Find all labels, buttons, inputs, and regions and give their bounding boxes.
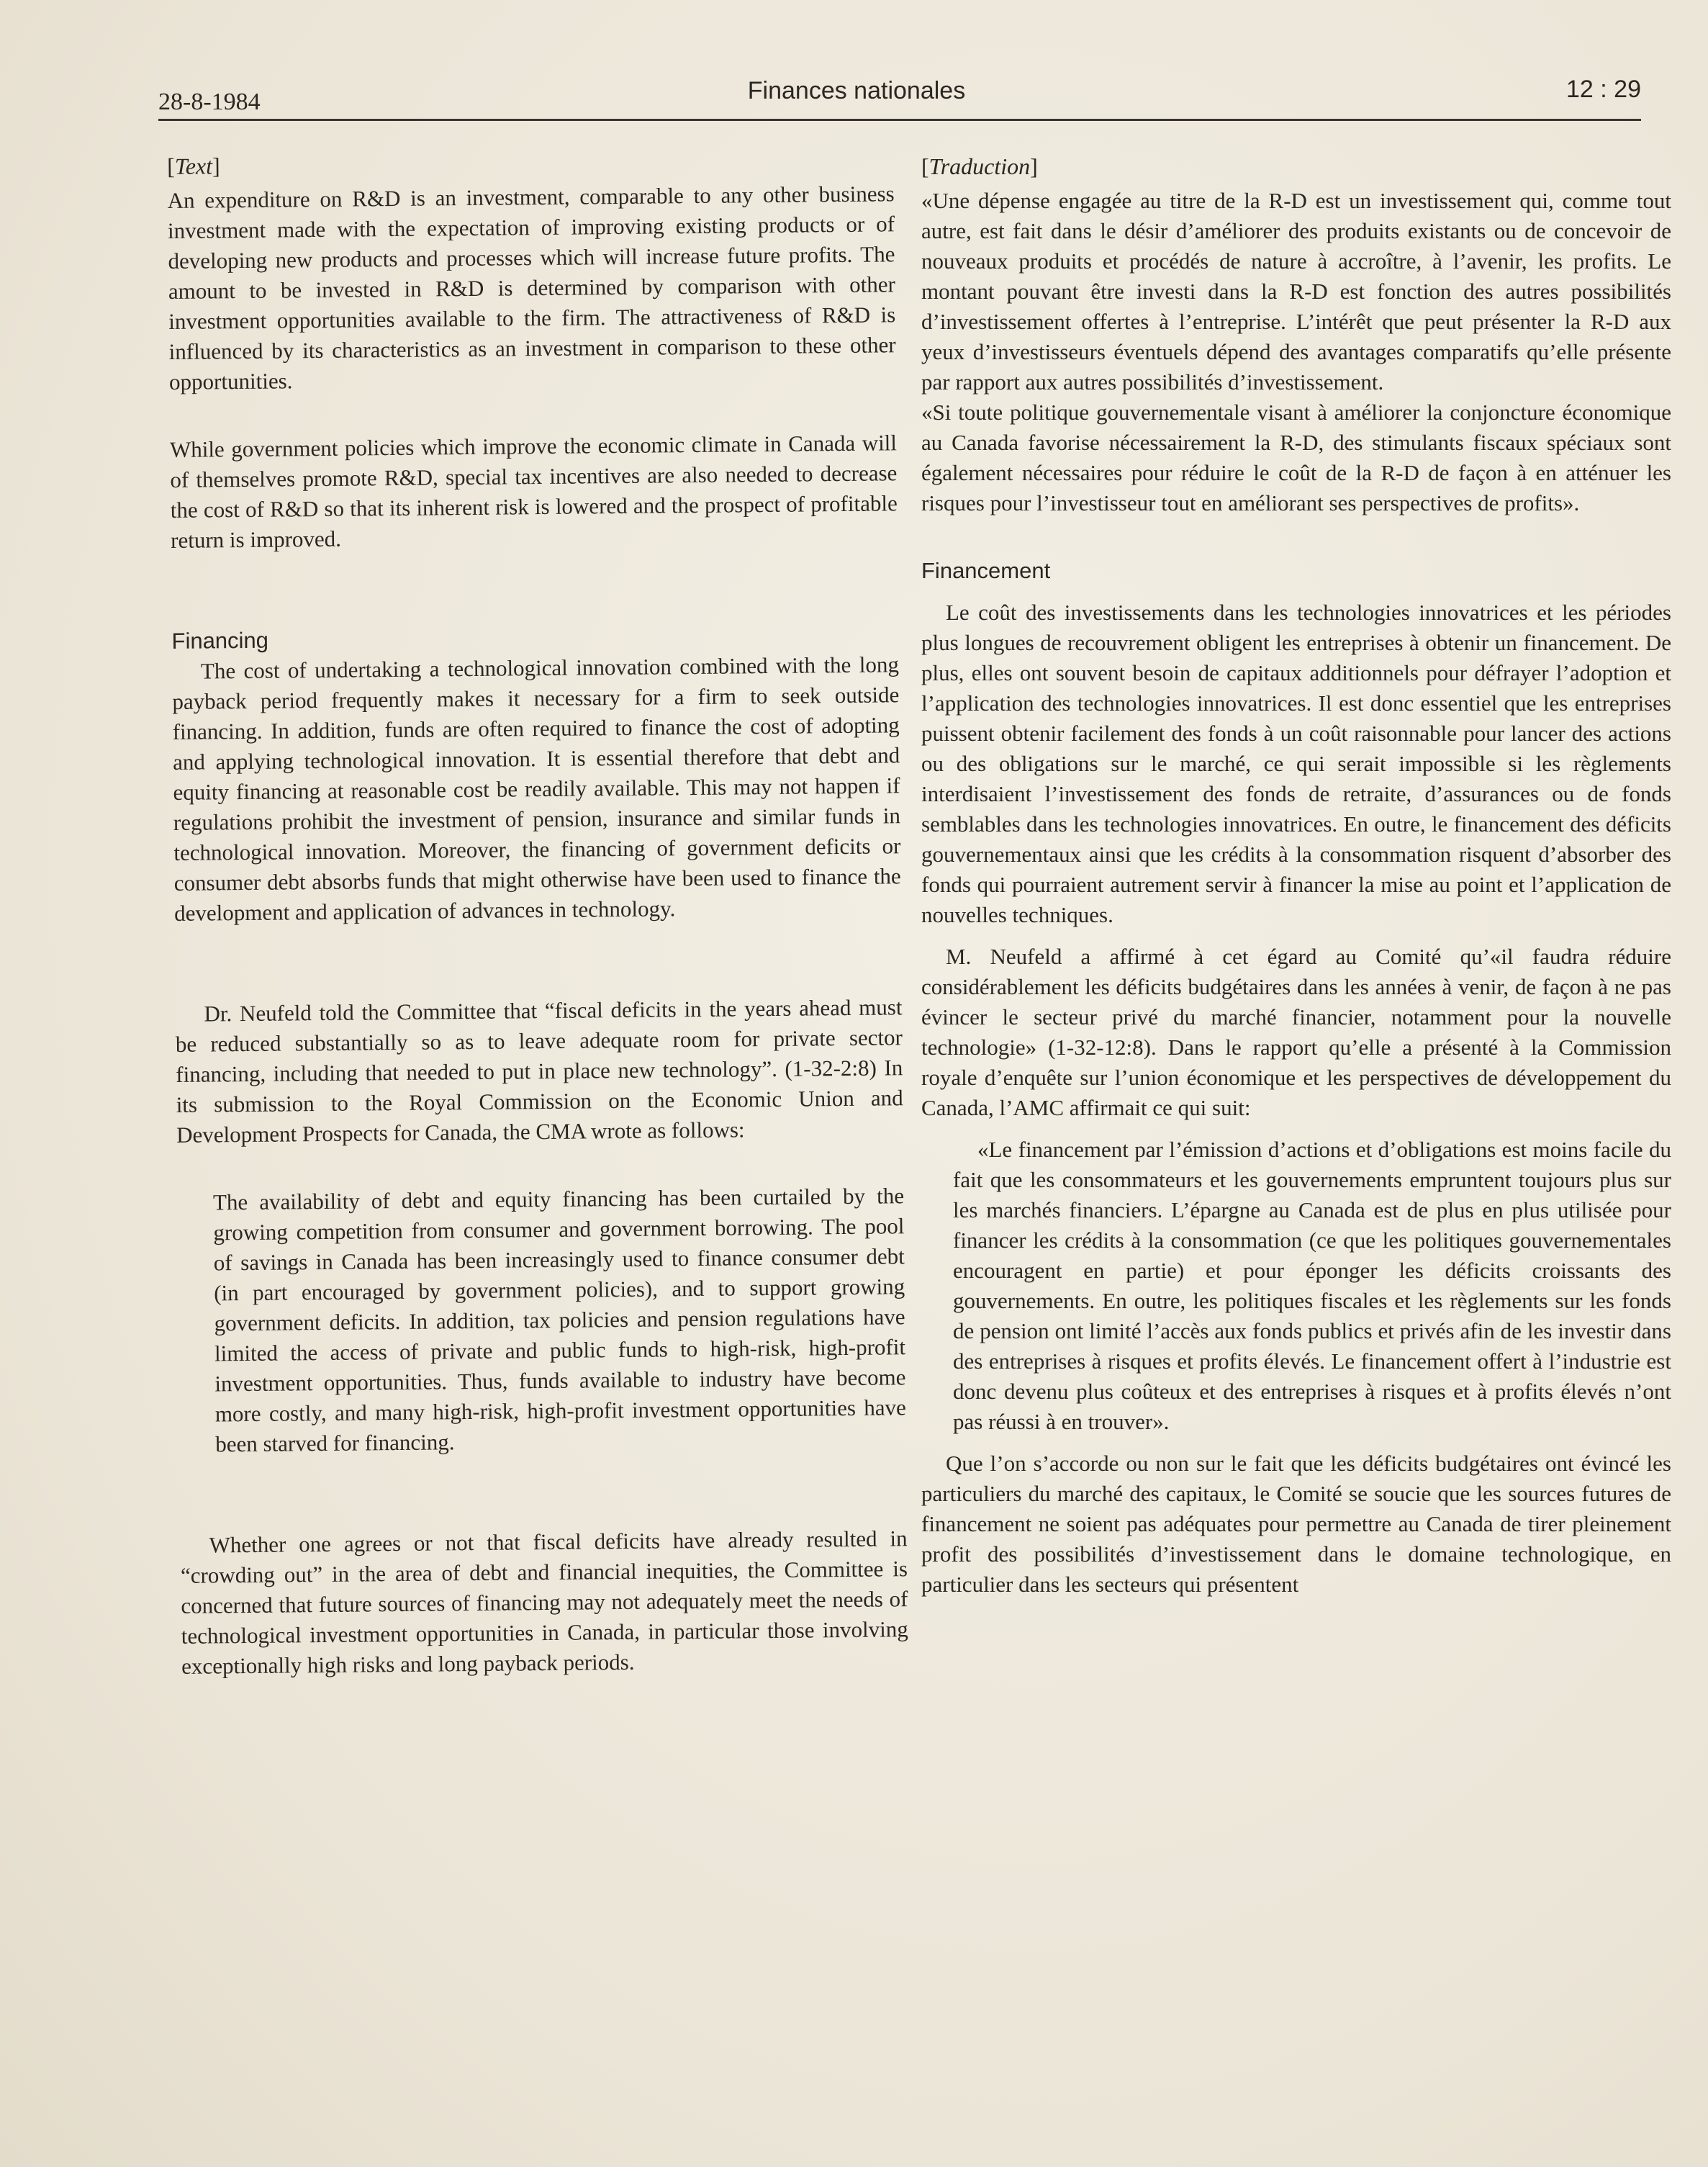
french-heading-financement: Financement [921, 558, 1051, 583]
header-date: 28-8-1984 [158, 89, 261, 115]
french-paragraph-5: Que l’on s’accorde ou non sur le fait que les déficits budgétaires ont évincé les particuliers du marché des capitaux, le Comité se soucie que les sources futures de financement ne soient pas adéquates pour permettre au Canada de tirer pleinement profit des possibilités d’investissement dans le domaine technologique, en particulier dans les secteurs qui présentent [921, 1451, 1671, 1597]
english-paragraph-3: The cost of undertaking a technological innovation combined with the long payback period frequently makes it necessary for a firm to seek outside financing. In addition, funds are often required to finance the cost of adopting and applying technological innovation. It is essential therefore that debt and equity financing at reasonable cost be readily available. This may not happen if regulations prohibit the investment of pension, insurance and similar funds in technological innovation. Moreover, the financing of government deficits or consumer debt absorbs funds that might otherwise have been used to finance the development and application of advances in technology. [172, 652, 901, 926]
french-column [921, 151, 1671, 1600]
french-quote: «Le financement par l’émission d’actions et d’obligations est moins facile du fait que les consommateurs et les gouvernements empruntent toujours plus sur les marchés financiers. L’épargne au Canada est de plus en plus utilisée pour financer les crédits à la consommation (ce que les politiques gouvernementales encouragent en partie) et pour éponger les déficits croissants des gouvernements. En outre, les politiques fiscales et les règlements sur les fonds de pension ont limité l’accès aux fonds publics et privés afin de les investir dans des entreprises à risques et profits élevés. Le financement offert à l’industrie est donc devenu plus coûteux et des entreprises à risques et à profits élevés n’ont pas réussi à en trouver». [953, 1137, 1671, 1434]
english-paragraph-1: An expenditure on R&D is an investment, comparable to any other business investment made with the expectation of improving existing products or of developing new products and processes which will increase future profits. The amount to be invested in R&D is determined by comparison with other investment opportunities available to the firm. The attractiveness of R&D is influenced by its characteristics as an investment in comparison to these other opportunities. [167, 181, 896, 395]
french-paragraph-4: M. Neufeld a affirmé à cet égard au Comité qu’«il faudra réduire considérablement les déficits budgétaires dans les années à venir, de façon à ne pas évincer le secteur privé du marché financier, notamment pour la nouvelle technologie» (1-32-12:8). Dans le rapport qu’elle a présenté à la Commission royale d’enquête sur l’union économique et les perspectives de développement du Canada, l’AMC affirmait ce qui suit: [921, 944, 1671, 1120]
english-paragraph-5: Whether one agrees or not that fiscal deficits have already resulted in “crowding out” in the area of debt and financial inequities, the Committee is concerned that future sources of financing may not adequately meet the needs of technological investment opportunities in Canada, in particular those involving exceptionally high risks and long payback periods. [180, 1526, 908, 1679]
language-label-english: [Text] [167, 153, 220, 179]
english-paragraph-2: While government policies which improve the economic climate in Canada will of themselves promote R&D, special tax incentives are also needed to decrease the cost of R&D so that its inherent risk is lowered and the prospect of profitable return is improved. [169, 430, 898, 553]
english-column [167, 144, 908, 1682]
french-paragraph-2: «Si toute politique gouvernementale visant à améliorer la conjoncture économique au Canada favorise nécessairement la R-D, des stimulants fiscaux spéciaux sont également nécessaires pour réduire le coût de la R-D de façon à en atténuer les risques pour l’investisseur tout en améliorant ses perspectives de profits». [921, 400, 1671, 515]
english-quote: The availability of debt and equity financing has been curtailed by the growing competition from consumer and government borrowing. The pool of savings in Canada has been increasingly used to finance consumer debt (in part encouraged by government policies), and to support growing government deficits. In addition, tax policies and pension regulations have limited the access of private and public funds to high-risk, high-profit investment opportunities. Thus, funds available to industry have become more costly, and many high-risk, high-profit investment opportunities have been starved for financing. [212, 1183, 906, 1457]
english-paragraph-4: Dr. Neufeld told the Committee that “fiscal deficits in the years ahead must be reduced substantially so as to leave adequate room for private sector financing, including that needed to put in place new technology”. (1-32-2:8) In its submission to the Royal Commission on the Economic Union and Development Prospects for Canada, the CMA wrote as follows: [175, 994, 903, 1148]
english-heading-financing: Financing [171, 627, 269, 654]
french-paragraph-1: «Une dépense engagée au titre de la R-D est un investissement qui, comme tout autre, est fait dans le désir d’améliorer des produits existants ou de concevoir de nouveaux produits et procédés de nature à accroître, à l’avenir, les profits. Le montant pouvant être investi dans la R-D est fonction des autres possibilités d’investissement offertes à l’entreprise. L’intérêt que peut présenter la R-D aux yeux d’investisseurs éventuels dépend des avantages comparatifs qu’elle présente par rapport aux autres possibilités d’investissement. [921, 188, 1671, 395]
french-paragraph-3: Le coût des investissements dans les technologies innovatrices et les périodes plus longues de recouvrement obligent les entreprises à obtenir un financement. De plus, elles ont souvent besoin de capitaux additionnels pour défrayer l’adoption et l’application des technologies innovatrices. Il est donc essentiel que les entreprises puissent obtenir facilement des fonds à un coût raisonnable pour lancer des actions ou des obligations sur le marché, ce qui serait impossible si les règlements interdisaient l’investissement des fonds de retraite, d’assurances ou de fonds semblables dans les technologies innovatrices. En outre, le financement des déficits gouvernementaux ainsi que les crédits à la consommation risquent d’absorber des fonds qui pourraient autrement servir à financer la mise au point et l’application de nouvelles techniques. [921, 600, 1671, 927]
language-label-french: [Traduction] [921, 153, 1038, 179]
header-title: Finances nationales [747, 77, 966, 104]
header-page-number: 12 : 29 [1566, 76, 1641, 103]
header-rule [158, 119, 1641, 121]
page-header [158, 68, 1641, 126]
